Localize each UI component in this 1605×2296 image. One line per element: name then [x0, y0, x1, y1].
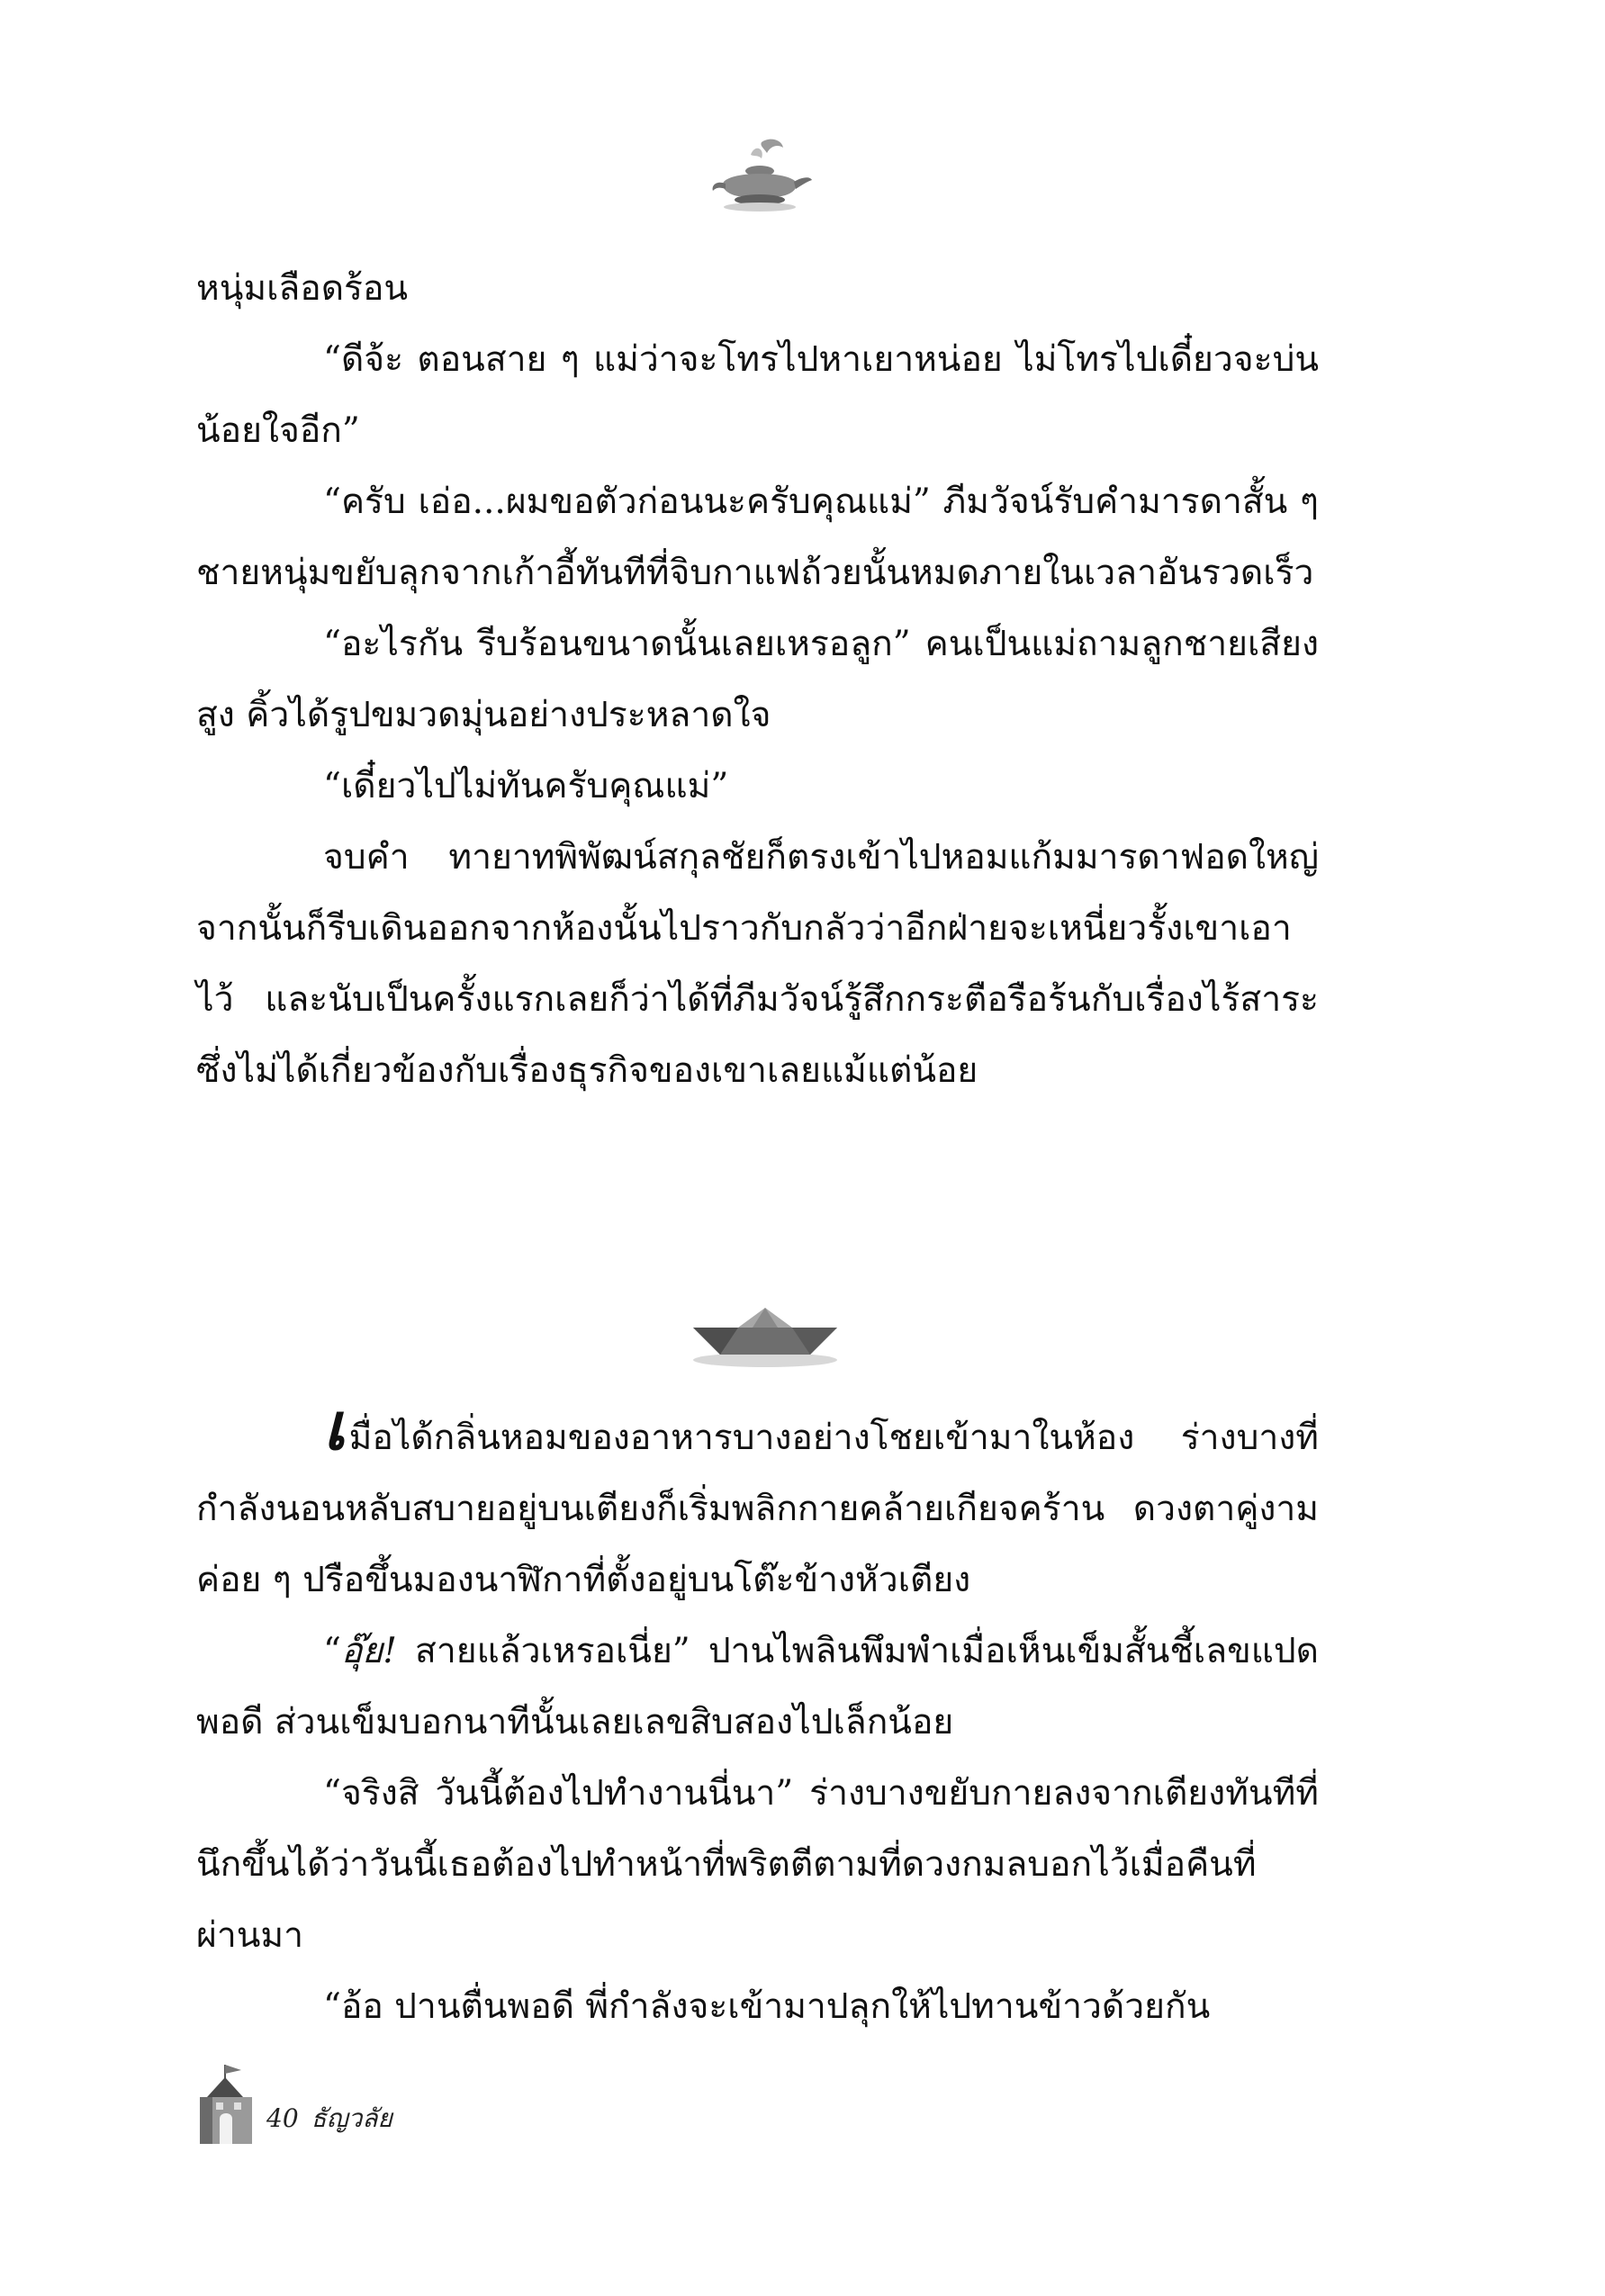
page-number: 40	[266, 2103, 299, 2133]
page-footer	[194, 2061, 735, 2151]
italic-exclamation: อุ๊ย!	[340, 1631, 397, 1671]
lamp-icon	[706, 135, 814, 216]
author-name: ธัญวลัย	[311, 2103, 392, 2133]
quote-mark: “	[323, 1631, 341, 1671]
castle-icon	[194, 2061, 259, 2147]
paragraph-text: สายแล้วเหรอเนี่ย” ปานไพลินพึมพำเมื่อเห็นเข็มสั้นชี้เลขแปดพอดี ส่วนเข็มบอกนาทีนั้นเลยเลขสิบสองไปเล็กน้อย	[196, 1631, 1319, 1742]
paragraph	[196, 1388, 1319, 1616]
footer-text	[266, 2099, 392, 2138]
paragraph: จบคำ ทายาทพิพัฒน์สกุลชัยก็ตรงเข้าไปหอมแก้มมารดาฟอดใหญ่ จากนั้นก็รีบเดินออกจากห้องนั้นไปราวกับกลัวว่าอีกฝ่ายจะเหนี่ยวรั้งเขาเอาไว้ และนับเป็นครั้งแรกเลยก็ว่าได้ที่ภีมวัจน์รู้สึกกระตือรือร้นกับเรื่องไร้สาระ ซึ่งไม่ได้เกี่ยวข้องกับเรื่องธุรกิจของเขาเลยแม้แต่น้อย	[196, 837, 1319, 1091]
paragraph: “อะไรกัน รีบร้อนขนาดนั้นเลยเหรอลูก” คนเป็นแม่ถามลูกชายเสียงสูง คิ้วได้รูปขมวดมุ่นอย่างประหลาดใจ	[196, 624, 1319, 735]
paragraph: “อ้อ ปานตื่นพอดี พี่กำลังจะเข้ามาปลุกให้ไปทานข้าวด้วยกัน	[323, 1986, 1211, 2027]
paper-boat-icon	[684, 1301, 846, 1373]
paragraph	[196, 1616, 1319, 1758]
text-block-bottom	[196, 1388, 1319, 2042]
paragraph: “เดี๋ยวไปไม่ทันครับคุณแม่”	[323, 766, 729, 806]
paragraph: “ดีจ้ะ ตอนสาย ๆ แม่ว่าจะโทรไปหาเยาหน่อย ไม่โทรไปเดี๋ยวจะบ่นน้อยใจอีก”	[196, 339, 1319, 451]
paragraph: “จริงสิ วันนี้ต้องไปทำงานนี่นา” ร่างบางขยับกายลงจากเตียงทันทีที่นึกขึ้นได้ว่าวันนี้เธอต้องไปทำหน้าที่พริตตีตามที่ดวงกมลบอกไว้เมื่อคืนที่ผ่านมา	[196, 1773, 1319, 1956]
paragraph-text: มื่อได้กลิ่นหอมของอาหารบางอย่างโชยเข้ามาในห้อง ร่างบางที่กำลังนอนหลับสบายอยู่บนเตียงก็เริ่มพลิกกายคล้ายเกียจคร้าน ดวงตาคู่งามค่อย ๆ ปรือขึ้นมองนาฬิกาที่ตั้งอยู่บนโต๊ะข้างหัวเตียง	[196, 1418, 1319, 1600]
paragraph: “ครับ เอ่อ...ผมขอตัวก่อนนะครับคุณแม่” ภีมวัจน์รับคำมารดาสั้น ๆ ชายหนุ่มขยับลุกจากเก้าอี้ทันทีที่จิบกาแฟถ้วยนั้นหมดภายในเวลาอันรวดเร็ว	[196, 482, 1319, 593]
text-block-top	[196, 253, 1319, 1106]
paragraph: หนุ่มเลือดร้อน	[196, 268, 409, 309]
drop-cap: เ	[323, 1388, 346, 1464]
